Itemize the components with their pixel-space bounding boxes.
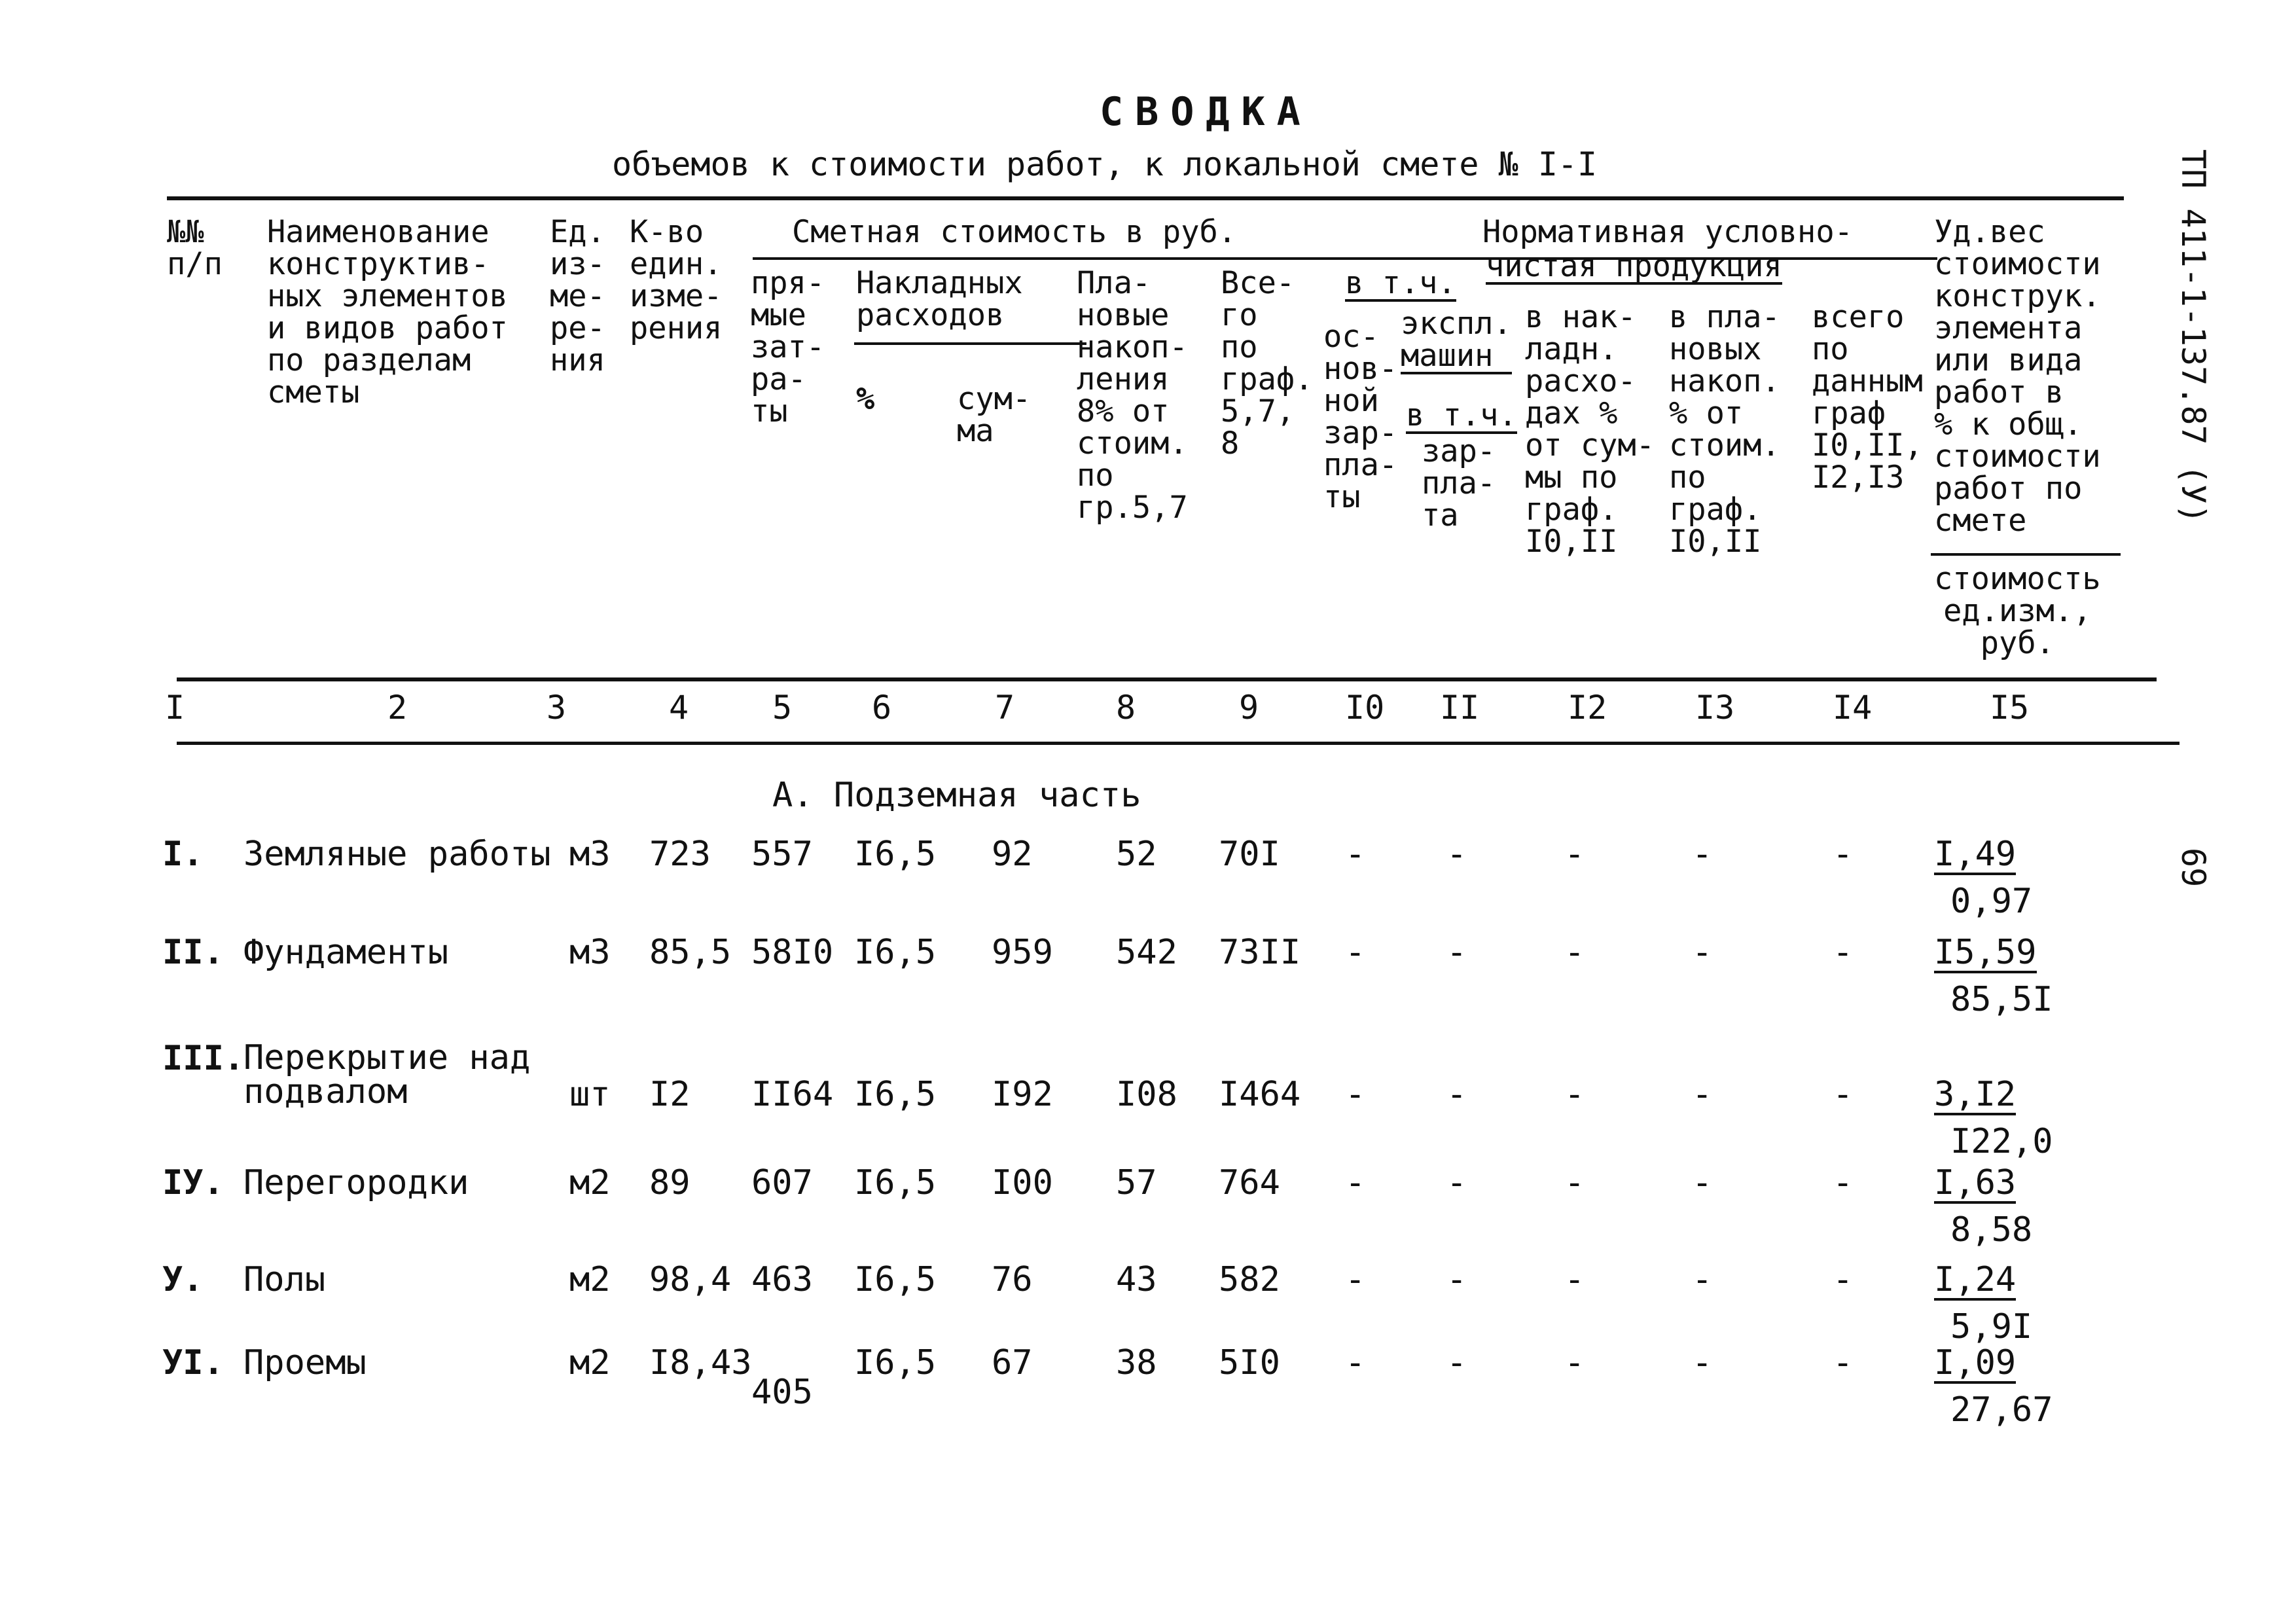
header-unit-cost: стоимость ед.изм., руб. (1934, 561, 2101, 661)
col-number-7: 7 (995, 689, 1015, 727)
cell-c10: - (1345, 835, 1366, 874)
cell-unit: м3 (569, 835, 611, 874)
header-overhead-pct: % (856, 381, 875, 417)
cell-c14: - (1833, 1163, 1854, 1202)
cell-c12: - (1564, 835, 1585, 874)
header-unit: Ед. из- ме- ре- ния (550, 214, 605, 378)
cell-total: I464 (1219, 1075, 1301, 1114)
cell-qty: 89 (649, 1163, 691, 1202)
cell-sum: I92 (992, 1075, 1053, 1114)
cell-planned: 542 (1116, 933, 1177, 972)
cell-c10: - (1345, 933, 1366, 972)
cell-planned: 57 (1116, 1163, 1157, 1202)
header-machines: экспл. машин (1401, 306, 1512, 374)
cell-weight: I5,59 (1934, 933, 2037, 972)
cell-c12: - (1564, 1163, 1585, 1202)
cell-name: Перегородки (243, 1163, 469, 1202)
cell-c13: - (1692, 835, 1713, 874)
col-number-1: I (165, 689, 185, 727)
cell-direct: 607 (751, 1163, 813, 1202)
cell-unit: м3 (569, 933, 611, 972)
header-spec-weight: Уд.вес стоимости конструк. элемента или вида работ в % к общ. стоимости работ по смете (1934, 214, 2101, 539)
cell-direct: 557 (751, 835, 813, 874)
cell-unit-cost: I22,0 (1950, 1122, 2053, 1161)
header-cost-group: Сметная стоимость в руб. (792, 214, 1237, 250)
header-incl2: в т.ч. (1406, 397, 1517, 433)
header-norm-overhead: в нак- ладн. расхо- дах % от сум- мы по граф. I0,II (1525, 299, 1655, 560)
cell-c12: - (1564, 1075, 1585, 1114)
header-planned: Пла- новые накоп- ления 8% от стоим. по гр.5,7 (1077, 265, 1188, 526)
cell-direct: II64 (751, 1075, 834, 1114)
cell-unit-cost: 5,9I (1950, 1307, 2033, 1346)
cell-total: 5I0 (1219, 1343, 1280, 1382)
cell-direct: 405 (751, 1373, 813, 1412)
cell-weight: I,49 (1934, 835, 2017, 874)
header-qty: К-во един. изме- рения (630, 214, 723, 346)
header-base-wage: ос- нов- ной зар- пла- ты (1323, 319, 1398, 515)
cell-c11: - (1446, 1075, 1467, 1114)
header-norm-planned: в пла- новых накоп. % от стоим. по граф. I0,II (1669, 299, 1780, 560)
cell-direct: 58I0 (751, 933, 834, 972)
cell-c10: - (1345, 1075, 1366, 1114)
header-mach-wage: зар- пла- та (1422, 433, 1496, 533)
header-norm-group-1: Нормативная условно- (1482, 214, 1853, 250)
cell-pct: I6,5 (854, 933, 937, 972)
cell-name: Перекрытие над подвалом (243, 1038, 531, 1111)
cell-c11: - (1446, 1163, 1467, 1202)
col-number-5: 5 (772, 689, 793, 727)
cell-num: III. (162, 1039, 245, 1078)
cell-name: Проемы (243, 1343, 367, 1382)
cell-c13: - (1692, 1343, 1713, 1382)
cell-name: Фундаменты (243, 933, 449, 972)
col-number-2: 2 (387, 689, 408, 727)
cell-c12: - (1564, 933, 1585, 972)
cell-pct: I6,5 (854, 1163, 937, 1202)
cell-sum: I00 (992, 1163, 1053, 1202)
cell-num: УI. (162, 1343, 224, 1382)
cell-c13: - (1692, 1260, 1713, 1299)
cell-unit: м2 (569, 1260, 611, 1299)
cell-pct: I6,5 (854, 835, 937, 874)
cell-num: У. (162, 1260, 204, 1299)
cell-unit: шт (569, 1075, 611, 1114)
cell-c11: - (1446, 835, 1467, 874)
cell-c14: - (1833, 1260, 1854, 1299)
cell-total: 70I (1219, 835, 1280, 874)
cell-total: 764 (1219, 1163, 1280, 1202)
header-num: №№ п/п (167, 214, 223, 282)
cell-c14: - (1833, 933, 1854, 972)
cell-c12: - (1564, 1343, 1585, 1382)
cell-pct: I6,5 (854, 1343, 937, 1382)
cell-name: Земляные работы (243, 835, 551, 874)
cell-c13: - (1692, 1075, 1713, 1114)
header-total: Все- го по граф. 5,7, 8 (1221, 265, 1314, 461)
cell-weight: 3,I2 (1934, 1075, 2017, 1114)
cell-planned: 38 (1116, 1343, 1157, 1382)
cell-num: IУ. (162, 1163, 224, 1202)
cell-c10: - (1345, 1343, 1366, 1382)
cell-sum: 67 (992, 1343, 1033, 1382)
cell-c10: - (1345, 1260, 1366, 1299)
header-overhead-group: Накладных расходов (856, 265, 1023, 333)
col-number-11: II (1440, 689, 1480, 727)
col-number-13: I3 (1695, 689, 1735, 727)
cell-qty: 85,5 (649, 933, 732, 972)
cell-c11: - (1446, 933, 1467, 972)
header-direct: пря- мые зат- ра- ты (751, 265, 825, 429)
cell-unit-cost: 85,5I (1950, 980, 2053, 1019)
cell-sum: 76 (992, 1260, 1033, 1299)
cell-qty: 723 (649, 835, 711, 874)
cell-c14: - (1833, 1075, 1854, 1114)
cell-name: Полы (243, 1260, 326, 1299)
col-number-9: 9 (1239, 689, 1259, 727)
cell-sum: 92 (992, 835, 1033, 874)
column-numbers-rule (177, 742, 2179, 745)
cell-qty: 98,4 (649, 1260, 732, 1299)
cell-weight: I,09 (1934, 1343, 2017, 1382)
col-number-6: 6 (872, 689, 892, 727)
cell-c11: - (1446, 1260, 1467, 1299)
cell-total: 73II (1219, 933, 1301, 972)
col-number-4: 4 (669, 689, 689, 727)
cell-qty: I8,43 (649, 1343, 752, 1382)
cell-c14: - (1833, 1343, 1854, 1382)
cell-planned: I08 (1116, 1075, 1177, 1114)
cell-total: 582 (1219, 1260, 1280, 1299)
cell-pct: I6,5 (854, 1075, 937, 1114)
cell-unit-cost: 27,67 (1950, 1390, 2053, 1430)
header-bottom-rule (177, 677, 2157, 681)
col-number-10: I0 (1345, 689, 1385, 727)
col-number-12: I2 (1568, 689, 1607, 727)
cell-unit: м2 (569, 1163, 611, 1202)
cell-num: I. (162, 835, 204, 874)
cell-unit-cost: 0,97 (1950, 882, 2033, 921)
cell-sum: 959 (992, 933, 1053, 972)
cell-weight: I,63 (1934, 1163, 2017, 1202)
header-incl: в т.ч. (1345, 265, 1456, 301)
table-top-rule (167, 196, 2124, 200)
cell-c13: - (1692, 1163, 1713, 1202)
cell-c14: - (1833, 835, 1854, 874)
col-number-15: I5 (1990, 689, 2030, 727)
cell-weight: I,24 (1934, 1260, 2017, 1299)
header-norm-group-2: чистая продукция (1486, 248, 1782, 284)
cell-c10: - (1345, 1163, 1366, 1202)
section-title: А. Подземная часть (772, 776, 1141, 815)
header-norm-total: всего по данным граф I0,II, I2,I3 (1812, 299, 1923, 496)
cell-pct: I6,5 (854, 1260, 937, 1299)
cell-unit-cost: 8,58 (1950, 1210, 2033, 1250)
cell-c13: - (1692, 933, 1713, 972)
cell-planned: 43 (1116, 1260, 1157, 1299)
cell-c11: - (1446, 1343, 1467, 1382)
cell-c12: - (1564, 1260, 1585, 1299)
cell-direct: 463 (751, 1260, 813, 1299)
page-number: 69 (2174, 848, 2212, 888)
col-number-3: 3 (547, 689, 567, 727)
overhead-rule (854, 342, 1086, 345)
side-document-code: ТП 411-1-137.87 (У) (2174, 149, 2212, 524)
cell-planned: 52 (1116, 835, 1157, 874)
document-subtitle: объемов к стоимости работ, к локальной смете № I-I (612, 145, 1598, 183)
document-title: СВОДКА (1100, 89, 1312, 135)
header-overhead-sum: сум- ма (957, 381, 1031, 449)
spec-weight-rule (1931, 553, 2121, 556)
col-number-8: 8 (1116, 689, 1136, 727)
cell-qty: I2 (649, 1075, 691, 1114)
header-name: Наименование конструктив- ных элементов и видов работ по разделам сметы (267, 214, 508, 410)
cell-num: II. (162, 933, 224, 972)
col-number-14: I4 (1833, 689, 1873, 727)
cell-unit: м2 (569, 1343, 611, 1382)
